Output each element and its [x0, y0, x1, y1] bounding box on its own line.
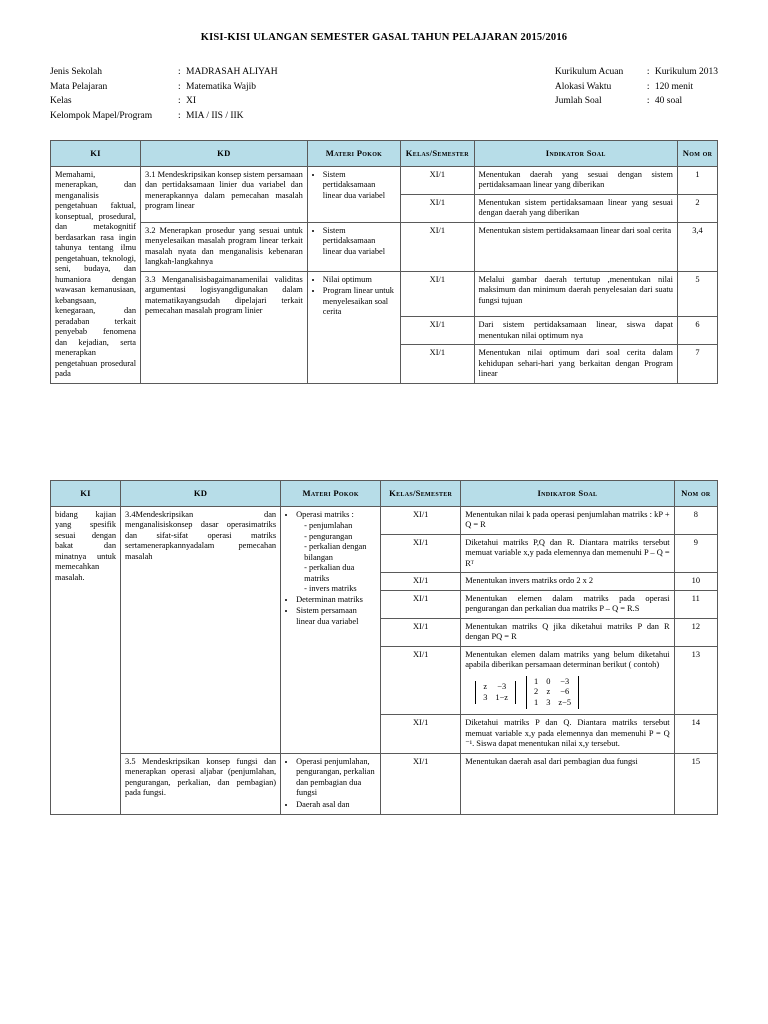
cell-kelas-semester: XI/1 — [381, 534, 461, 573]
cell-kelas-semester: XI/1 — [381, 590, 461, 618]
cell-nomor: 1 — [677, 166, 717, 194]
materi-sub-item: - penjumlahan — [304, 521, 376, 532]
metadata-value: MIA / IIS / IIK — [186, 111, 244, 122]
metadata-key: Jumlah Soal — [554, 96, 602, 107]
cell-indikator: Menentukan nilai optimum dari soal cerita dalam kehidupan sehari-hari yang berkaitan dengan Program linear — [474, 345, 677, 384]
cell-kelas-semester: XI/1 — [381, 506, 461, 534]
metadata-key: Kelas — [50, 96, 72, 107]
matrix-cell: 1 — [534, 676, 539, 686]
matrix-cell: z — [483, 682, 488, 692]
cell-ki: bidang kajian yang spesifik sesuai dengan bakat dan minatnya untuk memecahkan masalah. — [51, 506, 121, 815]
cell-indikator: Menentukan sistem pertidaksamaan linear dari soal cerita — [474, 222, 677, 271]
matrix-3x3 — [526, 676, 579, 710]
metadata-separator: : — [178, 67, 181, 77]
cell-nomor: 12 — [674, 618, 717, 646]
cell-indikator: Melalui gambar daerah tertutup ,menentukan nilai maksimum dan minimum daerah penyelesaian dari suatu fungsi tujuan — [474, 271, 677, 317]
cell-kelas-semester: XI/1 — [381, 618, 461, 646]
cell-materi-pokok — [307, 166, 400, 222]
cell-kelas-semester: XI/1 — [401, 345, 474, 384]
cell-nomor: 5 — [677, 271, 717, 317]
cell-kd: 3.2 Menerapkan prosedur yang sesuai untuk menyelesaikan masalah program linear terkait masalah nyata dan menganalisis kebenaran langkah-langkahnya — [141, 222, 308, 271]
table-header-row — [51, 480, 718, 506]
document-metadata — [50, 65, 718, 124]
column-header-kelas-semester: Kelas/Semester — [401, 140, 474, 166]
cell-indikator: Diketahui matriks P dan Q. Diantara matriks tersebut memuat variable x,y pada elemennya dan memenuhi P = Q ⁻¹. Siswa dapat menentukan nilai x,y tersebut. — [461, 715, 674, 754]
column-header-ki: KI — [51, 140, 141, 166]
metadata-value: XI — [186, 96, 197, 107]
matrix-cell: z — [546, 687, 551, 697]
cell-materi-pokok — [307, 222, 400, 271]
cell-indikator: Menentukan matriks Q jika diketahui matriks P dan R dengan PQ = R — [461, 618, 674, 646]
column-header-indikator-soal: Indikator Soal — [474, 140, 677, 166]
materi-bullet: • Sistem pertidaksamaan linear dua variabel — [323, 170, 396, 202]
cell-kelas-semester: XI/1 — [401, 194, 474, 222]
metadata-key: Kurikulum Acuan — [554, 67, 624, 77]
page-title: KISI-KISI ULANGAN SEMESTER GASAL TAHUN PELAJARAN 2015/2016 — [200, 32, 568, 43]
metadata-row — [555, 65, 718, 80]
metadata-separator: : — [646, 81, 650, 92]
metadata-key: Jenis Sekolah — [50, 67, 102, 77]
cell-nomor: 7 — [677, 345, 717, 384]
cell-kelas-semester: XI/1 — [381, 573, 461, 591]
cell-indikator-with-figure — [461, 646, 674, 715]
kisi-table-part1 — [50, 140, 718, 384]
table-row — [51, 753, 718, 815]
metadata-row — [555, 80, 718, 95]
column-header-indikator-soal: Indikator Soal — [461, 480, 674, 506]
cell-nomor: 14 — [674, 715, 717, 754]
materi-bullet: • Sistem persamaan linear dua variabel — [296, 606, 376, 627]
cell-kd: 3.3 Menganalisisbagaimanamenilai validitas argumentasi logisyangdigunakan dalam matematikayangsudah dipelajari terkait pemecahan masalah program linier — [141, 271, 308, 383]
cell-indikator: Dari sistem pertidaksamaan linear, siswa dapat menentukan nilai optimum nya — [474, 317, 677, 345]
column-header-nomor: Nom or — [674, 480, 717, 506]
cell-nomor: 6 — [677, 317, 717, 345]
metadata-separator: : — [178, 81, 181, 92]
determinant-figure — [475, 676, 669, 710]
metadata-row — [50, 109, 278, 124]
cell-nomor: 2 — [677, 194, 717, 222]
cell-kelas-semester: XI/1 — [401, 222, 474, 271]
metadata-value: Matematika Wajib — [186, 81, 257, 92]
cell-indikator: Diketahui matriks P,Q dan R. Diantara matriks tersebut memuat variable x,y pada elemennya dan memenuhi P – Q = Rᵀ — [461, 534, 674, 573]
cell-indikator: Menentukan invers matriks ordo 2 x 2 — [461, 573, 674, 591]
column-header-kd: KD — [121, 480, 281, 506]
metadata-row — [50, 65, 278, 80]
cell-indikator: Menentukan daerah asal dari pembagian dua fungsi — [461, 753, 674, 815]
cell-nomor: 3,4 — [677, 222, 717, 271]
metadata-row — [50, 94, 278, 109]
cell-kd: 3.4Mendeskripsikan dan menganalisiskonsep dasar operasimatriks dan sifat-sifat operasi matriks sertamenerapkannyadalam pemecahan masalah — [121, 506, 281, 753]
metadata-separator: : — [178, 111, 181, 122]
matrix-cell: 3 — [546, 697, 551, 707]
matrix-cell: 1 — [534, 697, 539, 707]
matrix-cell: −3 — [560, 676, 570, 686]
matrix-cell: 0 — [546, 676, 551, 686]
cell-nomor: 10 — [674, 573, 717, 591]
matrix-cell: −6 — [560, 687, 570, 697]
cell-nomor: 15 — [674, 753, 717, 815]
metadata-key: Kelompok Mapel/Program — [50, 111, 153, 122]
cell-indikator: Menentukan sistem pertidaksamaan linear yang sesuai dengan daerah yang diberikan — [474, 194, 677, 222]
cell-kelas-semester: XI/1 — [381, 715, 461, 754]
column-header-ki: KI — [51, 480, 121, 506]
cell-kelas-semester: XI/1 — [401, 271, 474, 317]
metadata-value: Kurikulum 2013 — [654, 67, 718, 77]
cell-kelas-semester: XI/1 — [401, 166, 474, 194]
metadata-row — [50, 80, 278, 95]
cell-nomor: 11 — [674, 590, 717, 618]
materi-bullet: • Determinan matriks — [296, 595, 376, 606]
materi-sub-item: - invers matriks — [304, 584, 376, 595]
cell-indikator-text: Menentukan elemen dalam matriks yang belum diketahui apabila diberikan persamaan determinan berikut ( contoh) — [465, 649, 670, 670]
kisi-table-part2 — [50, 480, 718, 816]
metadata-value: 120 menit — [654, 81, 694, 92]
cell-nomor: 8 — [674, 506, 717, 534]
materi-bullet: • Sistem pertidaksamaan linear dua variabel — [323, 226, 396, 258]
cell-kd: 3.5 Mendeskripsikan konsep fungsi dan menerapkan operasi aljabar (penjumlahan, pengurangan, perkalian, dan pembagian) pada fungsi. — [121, 753, 281, 815]
cell-kd: 3.1 Mendeskripsikan konsep sistem persamaan dan pertidaksamaan linier dua variabel dan menerapkannya dalam pemecahan masalah program linear — [141, 166, 308, 222]
metadata-right-column — [555, 65, 718, 124]
table-header-row — [51, 140, 718, 166]
materi-sub-item: - perkalian dengan bilangan — [304, 542, 376, 563]
materi-bullet: • Daerah asal dan — [296, 800, 376, 811]
materi-sub-item: - perkalian dua matriks — [304, 563, 376, 584]
cell-kelas-semester: XI/1 — [401, 317, 474, 345]
matrix-cell: −3 — [497, 682, 507, 692]
column-header-nomor: Nom or — [677, 140, 717, 166]
column-header-kd: KD — [141, 140, 308, 166]
cell-materi-pokok — [281, 506, 381, 753]
cell-indikator: Menentukan nilai k pada operasi penjumlahan matriks : kP + Q = R — [461, 506, 674, 534]
materi-bullet: • Program linear untuk menyelesaikan soal cerita — [323, 286, 396, 318]
metadata-key: Mata Pelajaran — [50, 81, 108, 92]
matrix-cell: 1−z — [495, 692, 509, 702]
column-header-materi-pokok: Materi Pokok — [281, 480, 381, 506]
cell-nomor: 13 — [674, 646, 717, 715]
matrix-2x2 — [475, 681, 516, 704]
metadata-separator: : — [646, 96, 650, 107]
table-row — [51, 166, 718, 194]
matrix-cell: 2 — [534, 687, 539, 697]
column-header-kelas-semester: Kelas/Semester — [381, 480, 461, 506]
table-row — [51, 271, 718, 317]
table-row — [51, 506, 718, 534]
cell-ki: Memahami, menerapkan, dan menganalisis pengetahuan faktual, konseptual, prosedural, dan metakognitif berdasarkan rasa ingin tahunya tentang ilmu pengetahuan, teknologi, seni, budaya, dan humaniora dengan wawasan kemanusiaan, kebangsaan, kenegaraan, dan peradaban terkait penyebab fenomena dan kejadian, serta menerapkan pengetahuan prosedural pada — [51, 166, 141, 383]
cell-materi-pokok — [307, 271, 400, 383]
metadata-row — [555, 94, 718, 109]
cell-kelas-semester: XI/1 — [381, 646, 461, 715]
matrix-cell: z−5 — [558, 697, 572, 707]
metadata-value: 40 soal — [654, 96, 683, 107]
materi-bullet: • Operasi matriks : — [296, 510, 376, 521]
materi-sub-item: - pengurangan — [304, 532, 376, 543]
column-header-materi-pokok: Materi Pokok — [307, 140, 400, 166]
metadata-value: MADRASAH ALIYAH — [186, 67, 278, 77]
materi-bullet: • Operasi penjumlahan, pengurangan, perkalian dan pembagian dua fungsi — [296, 757, 376, 799]
metadata-key: Alokasi Waktu — [554, 81, 612, 92]
metadata-separator: : — [646, 67, 650, 77]
cell-kelas-semester: XI/1 — [381, 753, 461, 815]
table-row — [51, 222, 718, 271]
cell-indikator: Menentukan elemen dalam matriks pada operasi pengurangan dan perkalian dua matriks P – Q = R.S — [461, 590, 674, 618]
materi-bullet: • Nilai optimum — [323, 275, 396, 286]
metadata-left-column — [50, 65, 278, 124]
cell-materi-pokok — [281, 753, 381, 815]
cell-indikator: Menentukan daerah yang sesuai dengan sistem pertidaksamaan linear yang diberikan — [474, 166, 677, 194]
metadata-separator: : — [178, 96, 181, 107]
page-break-gap — [50, 384, 718, 480]
matrix-cell: 3 — [483, 692, 488, 702]
cell-nomor: 9 — [674, 534, 717, 573]
